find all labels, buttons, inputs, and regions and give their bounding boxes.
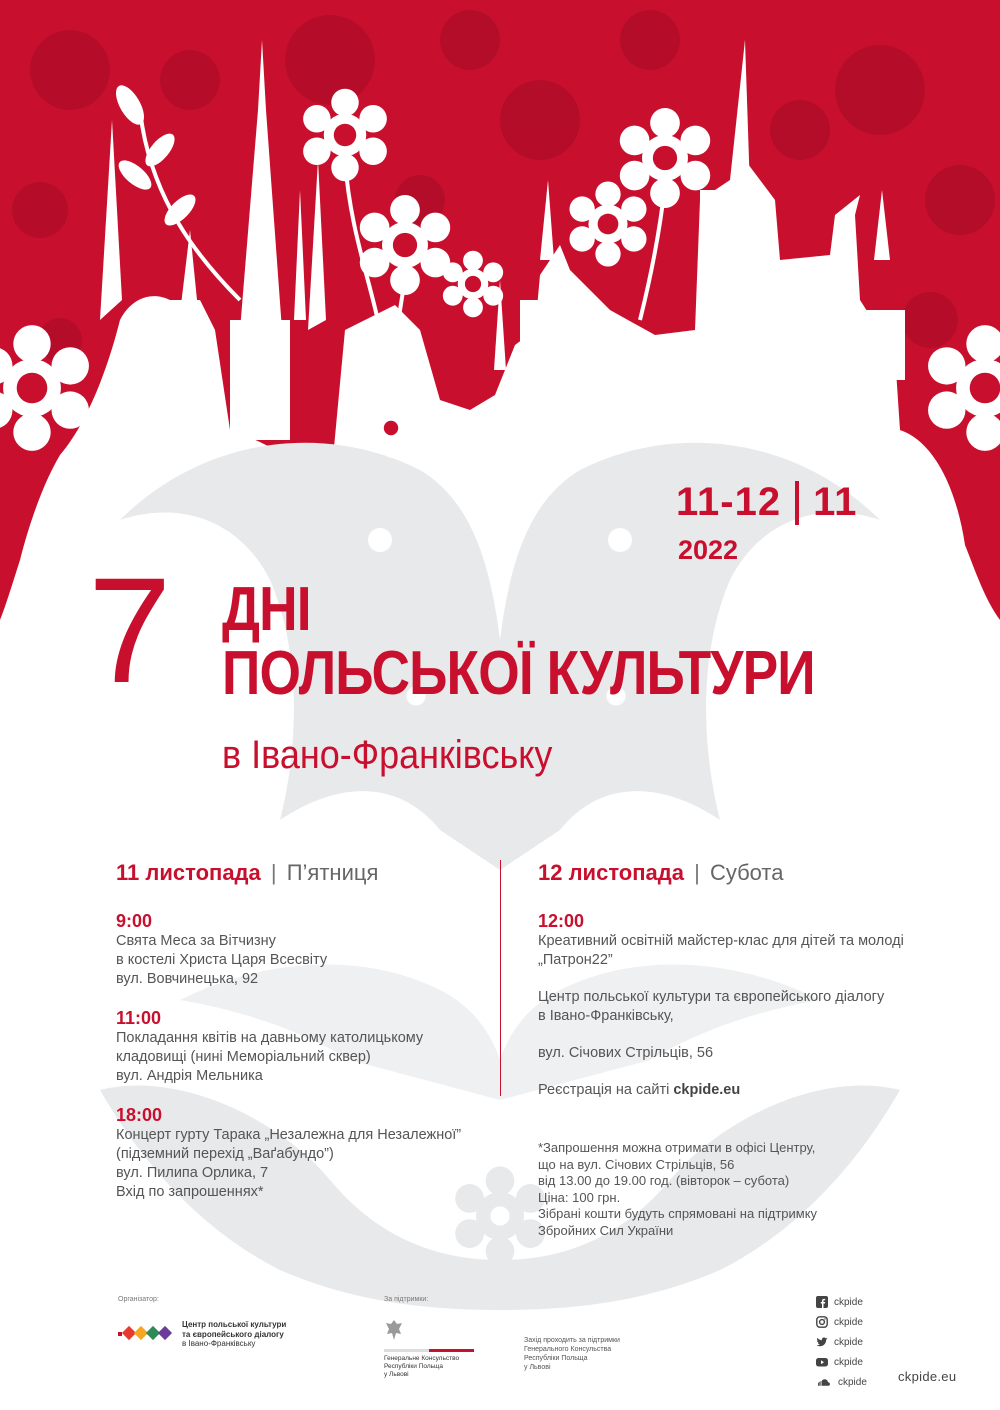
edition-number: 7 bbox=[88, 546, 172, 714]
event-address: вул. Андрія Мельника bbox=[116, 1068, 263, 1084]
social-handle: ckpide bbox=[838, 1376, 867, 1388]
organizer-name-line: та європейського діалогу bbox=[182, 1329, 284, 1339]
page-title bbox=[222, 575, 815, 708]
facebook-icon bbox=[816, 1296, 828, 1308]
consulate-logo bbox=[384, 1318, 474, 1379]
registration-prefix: Реєстрація на сайті bbox=[538, 1082, 670, 1098]
note-line: від 13.00 до 19.00 год. (вівторок – субота) bbox=[538, 1173, 790, 1188]
event-line: Концерт гурту Тарака „Незалежна для Незалежної” bbox=[116, 1127, 462, 1143]
date-year: 2022 bbox=[678, 535, 739, 565]
organizer-logo-icon bbox=[118, 1324, 174, 1344]
date-separator bbox=[795, 481, 799, 525]
website-link[interactable]: ckpide.eu bbox=[898, 1369, 957, 1384]
event-time: 12:00 bbox=[538, 911, 585, 931]
support-note-line: Республіки Польща bbox=[524, 1355, 588, 1362]
social-links bbox=[816, 1292, 867, 1392]
social-facebook[interactable] bbox=[816, 1292, 867, 1312]
social-handle: ckpide bbox=[834, 1296, 863, 1308]
social-instagram[interactable] bbox=[816, 1312, 867, 1332]
event-item bbox=[116, 910, 546, 989]
support-note-line: у Львові bbox=[524, 1364, 551, 1371]
social-soundcloud[interactable] bbox=[816, 1372, 867, 1392]
event-time: 18:00 bbox=[116, 1105, 163, 1125]
event-line: Креативний освітній майстер-клас для дітей та молоді bbox=[538, 933, 904, 949]
social-twitter[interactable] bbox=[816, 1332, 867, 1352]
support-note bbox=[524, 1336, 620, 1372]
day-2-date: 12 листопада bbox=[538, 860, 684, 885]
day-1-program bbox=[116, 860, 546, 1220]
note-line: *Запрошення можна отримати в офісі Центру, bbox=[538, 1140, 816, 1155]
event-time: 9:00 bbox=[116, 911, 153, 931]
event-time: 11:00 bbox=[116, 1008, 162, 1028]
support-note-line: Захід проходить за підтримки bbox=[524, 1337, 620, 1344]
note-line: Ціна: 100 грн. bbox=[538, 1189, 621, 1205]
event-address: вул. Пилипа Орлика, 7 bbox=[116, 1165, 269, 1181]
day-1-date: 11 листопада bbox=[116, 860, 261, 885]
event-item bbox=[538, 910, 978, 1100]
day-2-weekday: Субота bbox=[709, 860, 784, 885]
consulate-name-line: у Львові bbox=[384, 1371, 409, 1378]
eagle-emblem-icon bbox=[384, 1318, 404, 1342]
consulate-name-line: Республіки Польща bbox=[384, 1363, 443, 1370]
day-1-heading bbox=[116, 860, 546, 886]
registration-link[interactable]: ckpide.eu bbox=[673, 1082, 741, 1098]
twitter-icon bbox=[816, 1336, 828, 1348]
organizer-logo bbox=[118, 1320, 286, 1349]
youtube-icon bbox=[816, 1356, 828, 1368]
event-line: кладовищі (нині Меморіальний сквер) bbox=[116, 1049, 371, 1065]
organizer-label: Організатор: bbox=[118, 1296, 159, 1303]
event-item bbox=[116, 1007, 546, 1086]
organizer-name-line: Центр польської культури bbox=[182, 1320, 287, 1329]
venue-line: в Івано-Франківську, bbox=[538, 1008, 674, 1024]
invitation-note bbox=[538, 1140, 978, 1239]
event-address: вул. Вовчинецька, 92 bbox=[116, 971, 259, 987]
support-note-line: Генерального Консульства bbox=[524, 1346, 612, 1353]
event-entry-note: Вхід по запрошеннях* bbox=[116, 1184, 264, 1200]
title-line-1: ДНІ bbox=[222, 575, 311, 644]
social-handle: ckpide bbox=[834, 1356, 863, 1368]
registration-line bbox=[538, 1081, 978, 1100]
event-line: Свята Меса за Вітчизну bbox=[116, 933, 276, 949]
page-subtitle: в Івано-Франківську bbox=[222, 733, 553, 777]
venue-line: Центр польської культури та європейського діалогу bbox=[538, 989, 885, 1005]
social-handle: ckpide bbox=[834, 1336, 863, 1348]
social-handle: ckpide bbox=[834, 1316, 863, 1328]
title-line-2: ПОЛЬСЬКОЇ КУЛЬТУРИ bbox=[222, 639, 815, 708]
event-dates bbox=[676, 480, 976, 566]
event-address: вул. Січових Стрільців, 56 bbox=[538, 1045, 714, 1061]
day-1-separator: | bbox=[270, 860, 277, 885]
organizer-name bbox=[182, 1320, 286, 1349]
event-line: (підземний перехід „Ваґабундо”) bbox=[116, 1146, 334, 1162]
note-line: Збройних Сил України bbox=[538, 1222, 674, 1238]
consulate-name-line: Генеральне Консульство bbox=[384, 1355, 460, 1362]
event-line: „Патрон22” bbox=[538, 952, 613, 968]
note-line: Зібрані кошти будуть спрямовані на підтримку bbox=[538, 1206, 818, 1221]
day-2-heading bbox=[538, 860, 978, 886]
date-range: 11-12 bbox=[676, 480, 782, 524]
event-line: Покладання квітів на давньому католицькому bbox=[116, 1030, 424, 1046]
event-line: в костелі Христа Царя Всесвіту bbox=[116, 952, 328, 968]
flag-stripe bbox=[384, 1349, 474, 1352]
day-1-weekday: П’ятниця bbox=[286, 860, 379, 885]
day-2-separator: | bbox=[694, 860, 700, 885]
consulate-name bbox=[384, 1355, 474, 1379]
instagram-icon bbox=[816, 1316, 828, 1328]
support-label: За підтримки: bbox=[384, 1296, 429, 1303]
date-month: 11 bbox=[813, 480, 858, 524]
event-item bbox=[116, 1104, 546, 1202]
soundcloud-icon bbox=[816, 1376, 832, 1388]
social-youtube[interactable] bbox=[816, 1352, 867, 1372]
organizer-name-line: в Івано-Франківську bbox=[182, 1339, 256, 1348]
note-line: що на вул. Січових Стрільців, 56 bbox=[538, 1156, 735, 1172]
day-2-program bbox=[538, 860, 978, 1239]
